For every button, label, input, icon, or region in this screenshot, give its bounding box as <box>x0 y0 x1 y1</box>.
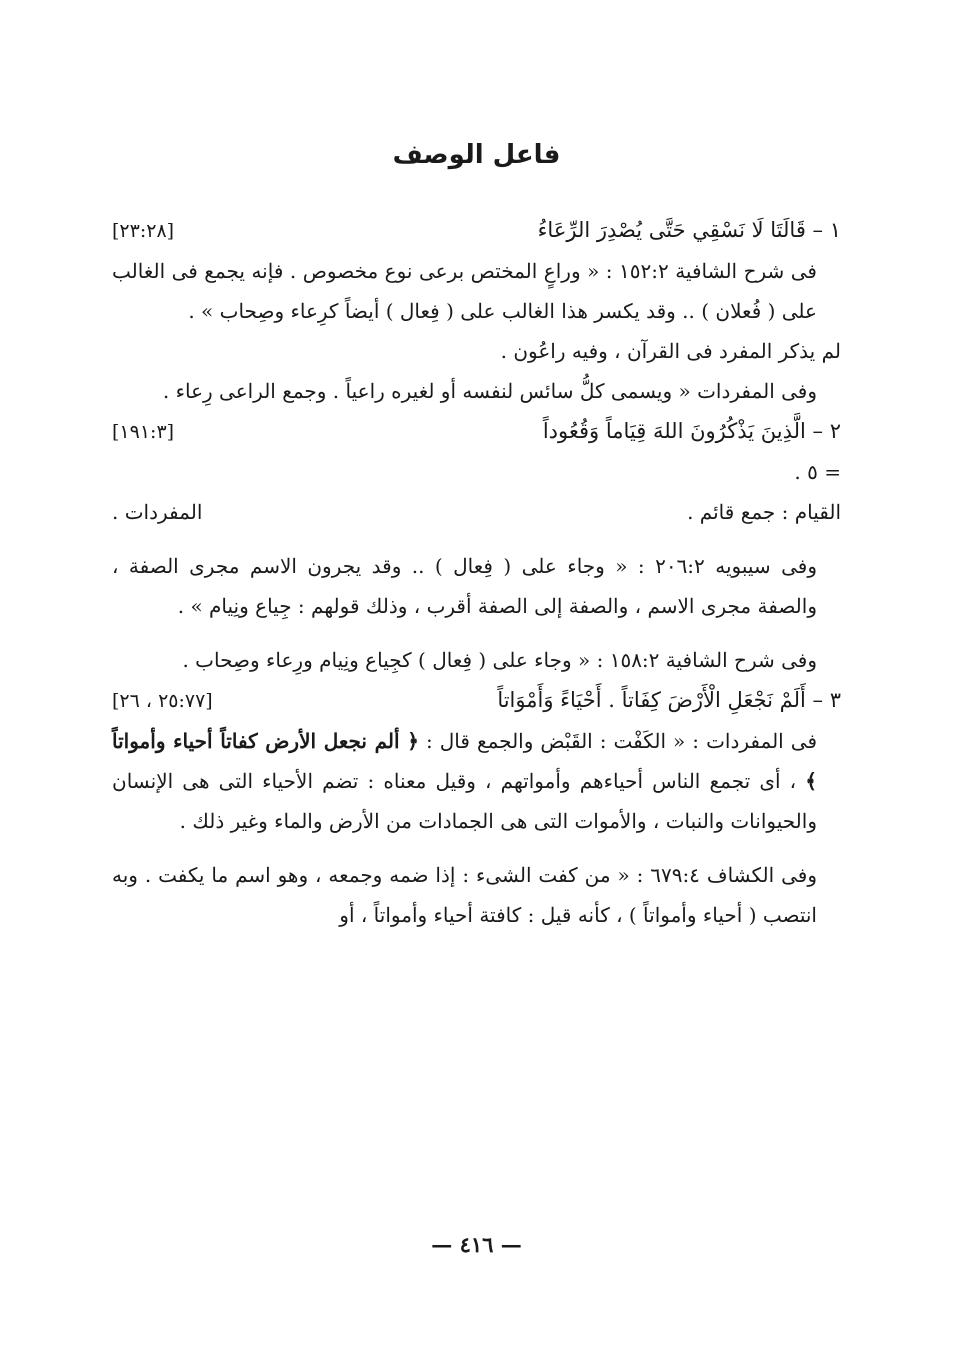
definition-text: القيام : جمع قائم . <box>687 500 841 524</box>
verse-ref-1: [٢٣:٢٨] <box>112 220 175 242</box>
paragraph-shafiya-1: فى شرح الشافية ١٥٢:٢ : « وراعٍ المختص برعى نوع مخصوص . فإنه يجمع فى الغالب على ( فُعلان ) .. وقد يكسر هذا الغالب على ( فِعال ) أيضاً كرِعاء وصِحاب » . <box>112 259 817 323</box>
verse-ref-2: [١٩١:٣] <box>112 421 175 443</box>
spacer <box>112 841 841 855</box>
quran-quote: ﴿ ألم نجعل الأرض كفاتاً أحياء وأمواتاً ﴾ <box>112 729 817 793</box>
verse-text-3: ٣ – أَلَمْ نَجْعَلِ الْأَرْضَ كِفَاتاً . أَحْيَاءً وَأَمْوَاتاً <box>497 688 841 712</box>
paragraph-sibawayh: وفى سيبويه ٢٠٦:٢ : « وجاء على ( فِعال ) .. وقد يجرون الاسم مجرى الصفة ، والصفة مجرى الاسم ، والصفة إلى الصفة أقرب ، وذلك قولهم : جِياع ونِيام » . <box>112 554 817 618</box>
verse-text-2: ٢ – الَّذِينَ يَذْكُرُونَ اللهَ قِيَاماً وَقُعُوداً <box>542 419 841 443</box>
verse-row-2 <box>112 411 841 452</box>
verse-ref-3: [٢٥:٧٧ ، ٢٦] <box>112 690 213 712</box>
mufradat-2-end: ، أى تجمع الناس أحياءهم وأمواتهم ، وقيل معناه : تضم الأحياء التى هى الإنسان والحيوانات والنبات ، والأموات التى هى الجمادات من الأرض والماء وغير ذلك . <box>112 769 817 833</box>
verse-text-1: ١ – قَالَتَا لَا نَسْقِي حَتَّى يُصْدِرَ الرِّعَاءُ <box>537 218 841 242</box>
spacer <box>112 532 841 546</box>
definition-source: المفردات . <box>112 500 203 524</box>
page-number: — ٤١٦ — <box>431 1232 522 1257</box>
page-title: فاعل الوصف <box>392 140 561 170</box>
spacer <box>112 626 841 640</box>
definition-row <box>112 492 841 532</box>
paragraph-singular-note: لم يذكر المفرد فى القرآن ، وفيه راعُون . <box>500 339 841 363</box>
page-body <box>112 210 841 935</box>
paragraph-shafiya-2: وفى شرح الشافية ١٥٨:٢ : « وجاء على ( فِعال ) كجِياع ونِيام ورِعاء وصِحاب . <box>182 648 817 672</box>
mufradat-2-start: فى المفردات : « الكَفْت : القَبْض والجمع قال : <box>418 729 818 753</box>
equals-note: = ٥ . <box>794 460 841 484</box>
verse-row-3 <box>112 680 841 721</box>
verse-row-1 <box>112 210 841 251</box>
paragraph-kashshaf: وفى الكشاف ٦٧٩:٤ : « من كفت الشىء : إذا ضمه وجمعه ، وهو اسم ما يكفت . وبه انتصب ( أحياء وأمواتاً ) ، كأنه قيل : كافتة أحياء وأمواتاً ، أو <box>112 863 817 927</box>
paragraph-mufradat-2 <box>112 721 841 841</box>
paragraph-mufradat-1: وفى المفردات « ويسمى كلُّ سائس لنفسه أو لغيره راعياً . وجمع الراعى رِعاء . <box>162 379 817 403</box>
